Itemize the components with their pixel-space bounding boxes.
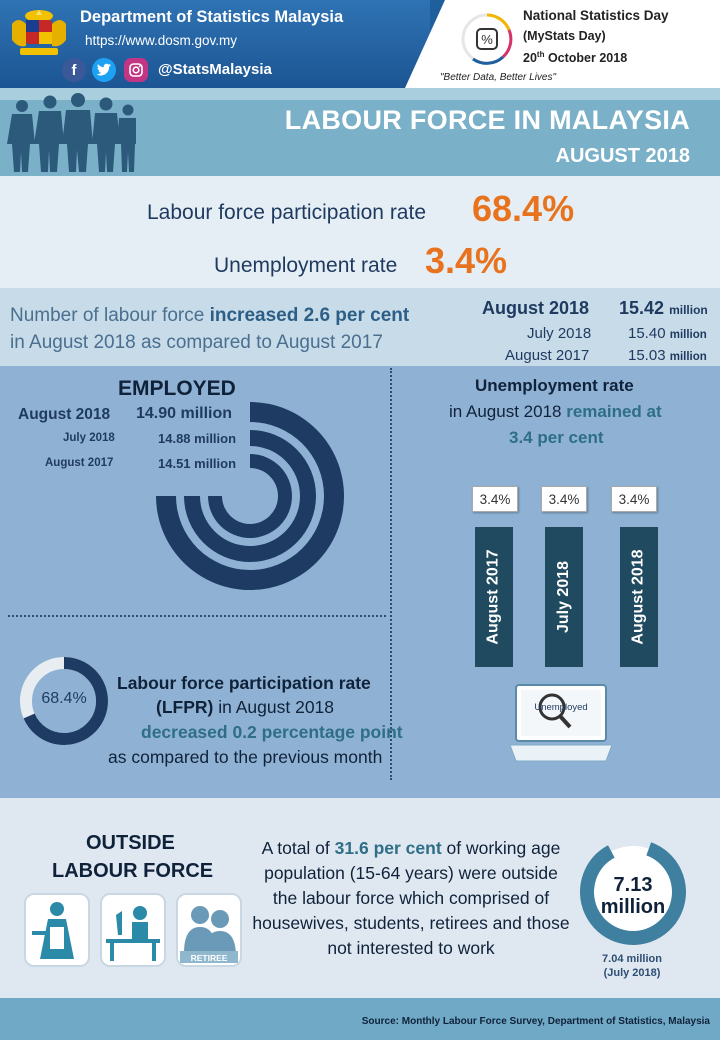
unemployment-value: 3.4% — [425, 240, 508, 281]
laptop-unemployed-icon — [510, 683, 612, 763]
outside-title-2: LABOUR FORCE — [52, 860, 214, 882]
lfpr-text-3: decreased 0.2 percentage point — [141, 722, 403, 742]
emp-value-jul2018: 14.88 million — [158, 431, 237, 446]
bar-label-aug2018: 3.4% — [611, 486, 657, 512]
bar-aug2018: August 2018 — [620, 527, 658, 667]
twitter-icon[interactable] — [92, 58, 116, 82]
lfpr-value: 68.4% — [472, 188, 575, 229]
event-title: National Statistics Day — [523, 8, 669, 23]
labour-force-text-2: in August 2018 as compared to August 2017 — [10, 332, 383, 353]
event-date: 20th October 2018 — [523, 50, 628, 66]
bar-label-aug2017: 3.4% — [472, 486, 518, 512]
lfpr-text-2: (LFPR) in August 2018 — [156, 697, 335, 717]
emp-period-aug2017: August 2017 — [45, 457, 114, 469]
vertical-divider — [390, 368, 392, 780]
unemployment-text-1: in August 2018 remained at — [449, 402, 662, 421]
bar-jul2018: July 2018 — [545, 527, 583, 667]
unemployment-title: Unemployment rate — [475, 376, 634, 395]
retiree-icon — [176, 893, 242, 967]
employed-rings-chart — [150, 396, 350, 596]
svg-text:%: % — [481, 32, 493, 47]
lfpr-label: Labour force participation rate — [147, 201, 426, 224]
lfpr-text-4: as compared to the previous month — [108, 747, 383, 767]
ring-jul2018 — [184, 430, 316, 562]
emp-period-aug2018: August 2018 — [18, 406, 111, 423]
housewife-icon — [24, 893, 90, 967]
unemployment-text-2: 3.4 per cent — [509, 428, 604, 447]
event-subtitle: (MyStats Day) — [523, 29, 606, 43]
emp-value-aug2017: 14.51 million — [158, 456, 237, 471]
org-url[interactable]: https://www.dosm.gov.my — [85, 33, 238, 48]
page-subtitle: AUGUST 2018 — [555, 145, 690, 167]
instagram-icon[interactable] — [124, 58, 148, 82]
tagline: "Better Data, Better Lives" — [440, 72, 557, 83]
social-handle[interactable]: @StatsMalaysia — [158, 61, 272, 78]
labour-force-band — [0, 288, 720, 366]
emp-period-jul2018: July 2018 — [63, 432, 115, 444]
laptop-label: Unemployed — [534, 702, 588, 713]
mystats-day-logo-icon — [458, 10, 516, 68]
unemployment-label: Unemployment rate — [214, 254, 398, 277]
workers-group-icon — [6, 92, 136, 174]
horizontal-divider — [8, 615, 386, 617]
lf-value-jul2018: 15.40 million — [628, 325, 707, 342]
lf-period-jul2018: July 2018 — [527, 325, 592, 342]
bar-label-jul2018: 3.4% — [541, 486, 587, 512]
outside-big-value: 7.13 million — [600, 874, 666, 918]
outside-paragraph: A total of 31.6 per cent of working age population (15-64 years) were outside the labour force which comprised of housewives, students, retirees and those not interested to work — [252, 838, 570, 958]
outside-note: 7.04 million (July 2018) — [602, 953, 662, 979]
lf-period-aug2017: August 2017 — [505, 347, 590, 364]
source-note: Source: Monthly Labour Force Survey, Department of Statistics, Malaysia — [361, 1016, 710, 1027]
ring-aug2017 — [208, 454, 292, 538]
page-title: LABOUR FORCE IN MALAYSIA — [284, 105, 690, 135]
lf-value-aug2018: 15.42 million — [619, 298, 708, 318]
employed-title: EMPLOYED — [118, 377, 236, 400]
lf-value-aug2017: 15.03 million — [628, 347, 707, 364]
student-icon — [100, 893, 166, 967]
lfpr-ring-value: 68.4% — [41, 690, 87, 707]
emp-value-aug2018: 14.90 million — [136, 405, 233, 422]
malaysia-crest-icon — [8, 6, 70, 60]
outside-title-1: OUTSIDE — [86, 832, 175, 854]
labour-force-text-1: Number of labour force increased 2.6 per cent — [10, 305, 410, 326]
retiree-label: RETIREE — [190, 953, 228, 963]
facebook-icon[interactable]: f — [62, 58, 86, 82]
lfpr-text-1: Labour force participation rate — [117, 673, 371, 693]
bar-aug2017: August 2017 — [475, 527, 513, 667]
org-name: Department of Statistics Malaysia — [80, 8, 344, 26]
lf-period-aug2018: August 2018 — [482, 298, 590, 318]
